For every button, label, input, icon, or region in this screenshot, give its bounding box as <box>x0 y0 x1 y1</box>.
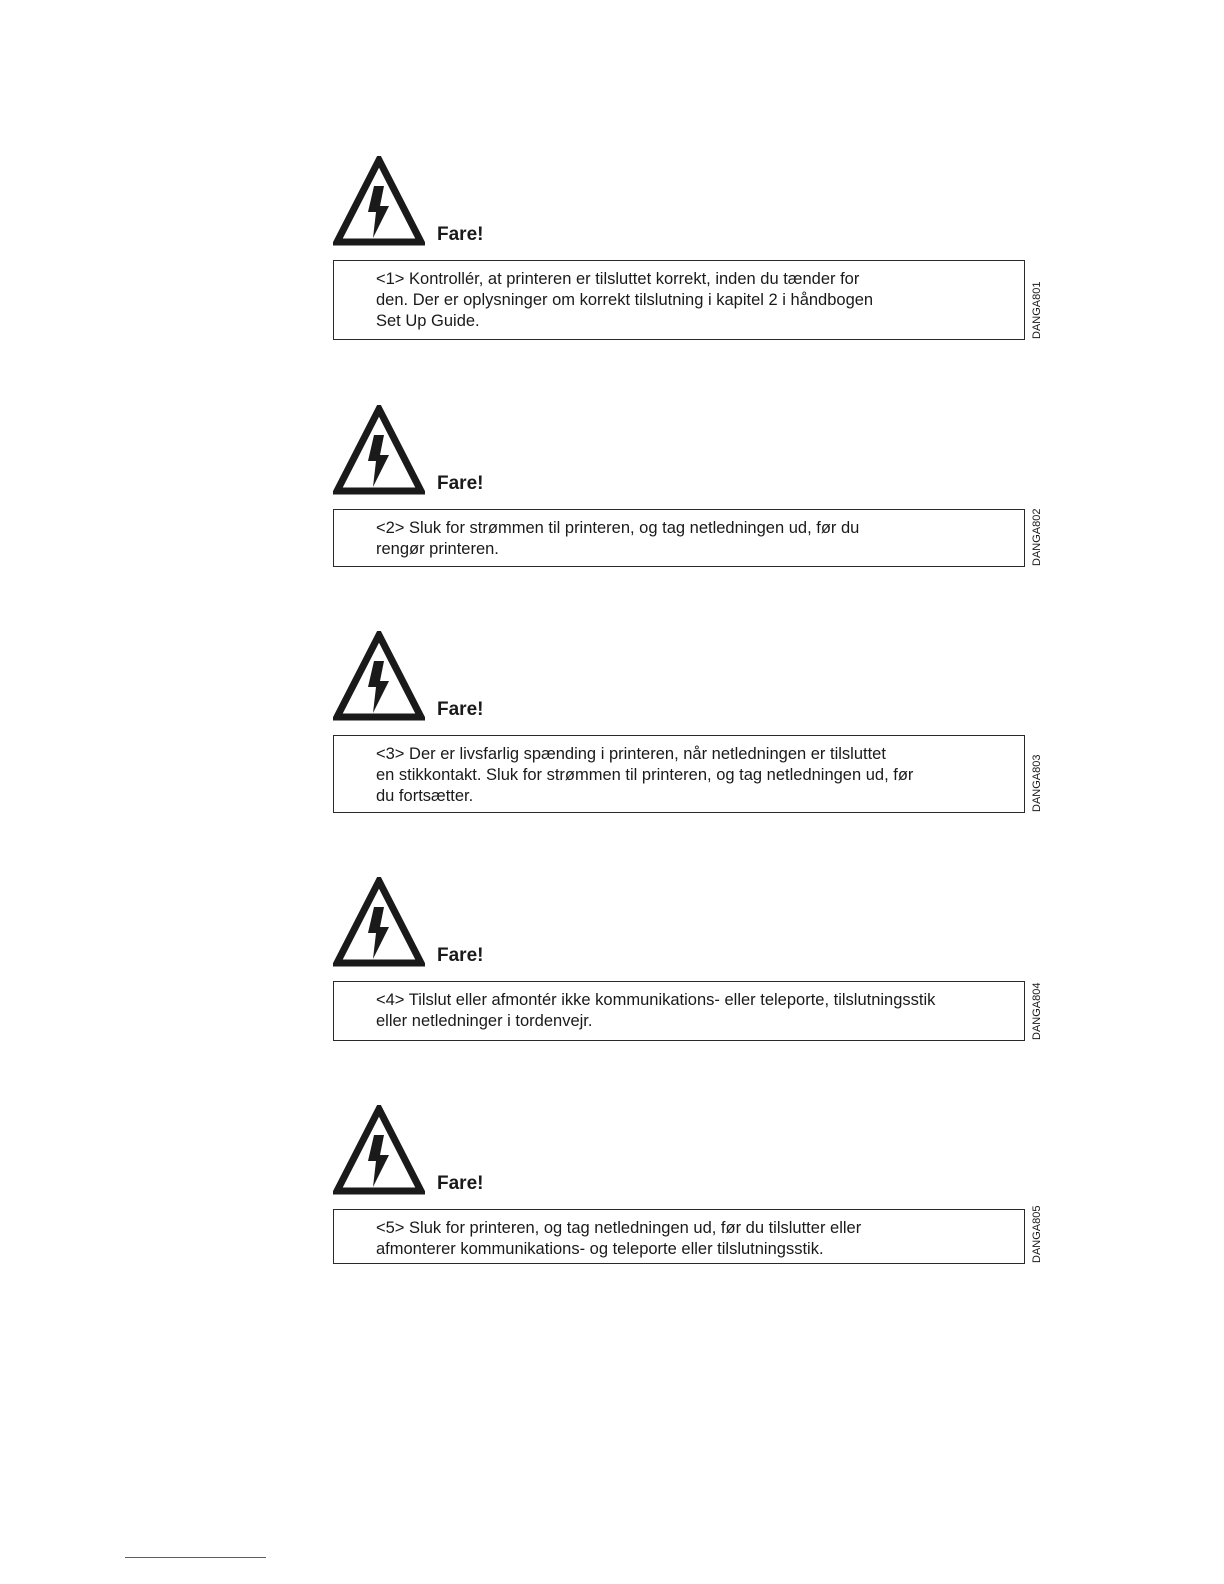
danger-notice-2 <box>333 405 1048 567</box>
notice-code-label: DANGA805 <box>1031 1205 1043 1263</box>
notice-code-label: DANGA803 <box>1031 754 1043 812</box>
notice-text-box <box>333 1205 1043 1264</box>
electrical-hazard-icon <box>333 405 425 495</box>
notice-code <box>1030 510 1044 566</box>
notice-header <box>333 405 1048 497</box>
electrical-hazard-icon <box>333 1105 425 1195</box>
notice-title: Fare! <box>437 945 484 966</box>
notice-code <box>1030 261 1044 339</box>
notice-text-box <box>333 508 1043 567</box>
notice-code <box>1030 982 1044 1040</box>
notice-header <box>333 1105 1048 1197</box>
danger-notice-5 <box>333 1105 1048 1264</box>
notice-code-label: DANGA802 <box>1031 508 1043 566</box>
notice-text: <1> Kontrollér, at printeren er tilsluttet korrekt, inden du tænder for den. Der er oplysninger om korrekt tilslutning i kapitel 2 i håndbogen Set Up Guide. <box>376 270 874 330</box>
notice-header <box>333 631 1048 723</box>
notice-text-box <box>333 260 1043 340</box>
electrical-hazard-icon <box>333 631 425 721</box>
notice-header <box>333 877 1048 969</box>
footnote-separator <box>125 1557 266 1558</box>
notice-title: Fare! <box>437 1173 484 1194</box>
electrical-hazard-icon <box>333 156 425 246</box>
notice-text-box <box>333 735 1043 813</box>
notice-text-box <box>333 981 1043 1041</box>
notice-text: <4> Tilslut eller afmontér ikke kommunikations- eller teleporte, tilslutningsstik eller netledninger i tordenvejr. <box>376 991 936 1030</box>
danger-notice-3 <box>333 631 1048 813</box>
notice-code <box>1030 1205 1044 1263</box>
notice-code-label: DANGA801 <box>1031 281 1043 339</box>
notice-text: <2> Sluk for strømmen til printeren, og tag netledningen ud, før du rengør printeren. <box>376 519 860 558</box>
electrical-hazard-icon <box>333 877 425 967</box>
notice-title: Fare! <box>437 473 484 494</box>
notice-title: Fare! <box>437 224 484 245</box>
notice-text: <3> Der er livsfarlig spænding i printeren, når netledningen er tilsluttet en stikkontakt. Sluk for strømmen til printeren, og tag netledningen ud, før du fortsætter. <box>376 745 914 805</box>
danger-notice-4 <box>333 877 1048 1041</box>
notice-title: Fare! <box>437 699 484 720</box>
danger-notice-1 <box>333 156 1048 340</box>
notice-code-label: DANGA804 <box>1031 982 1043 1040</box>
notice-text: <5> Sluk for printeren, og tag netledningen ud, før du tilslutter eller afmonterer kommunikations- og teleporte eller tilslutningsstik. <box>376 1219 862 1258</box>
notice-code <box>1030 736 1044 812</box>
notice-header <box>333 156 1048 248</box>
